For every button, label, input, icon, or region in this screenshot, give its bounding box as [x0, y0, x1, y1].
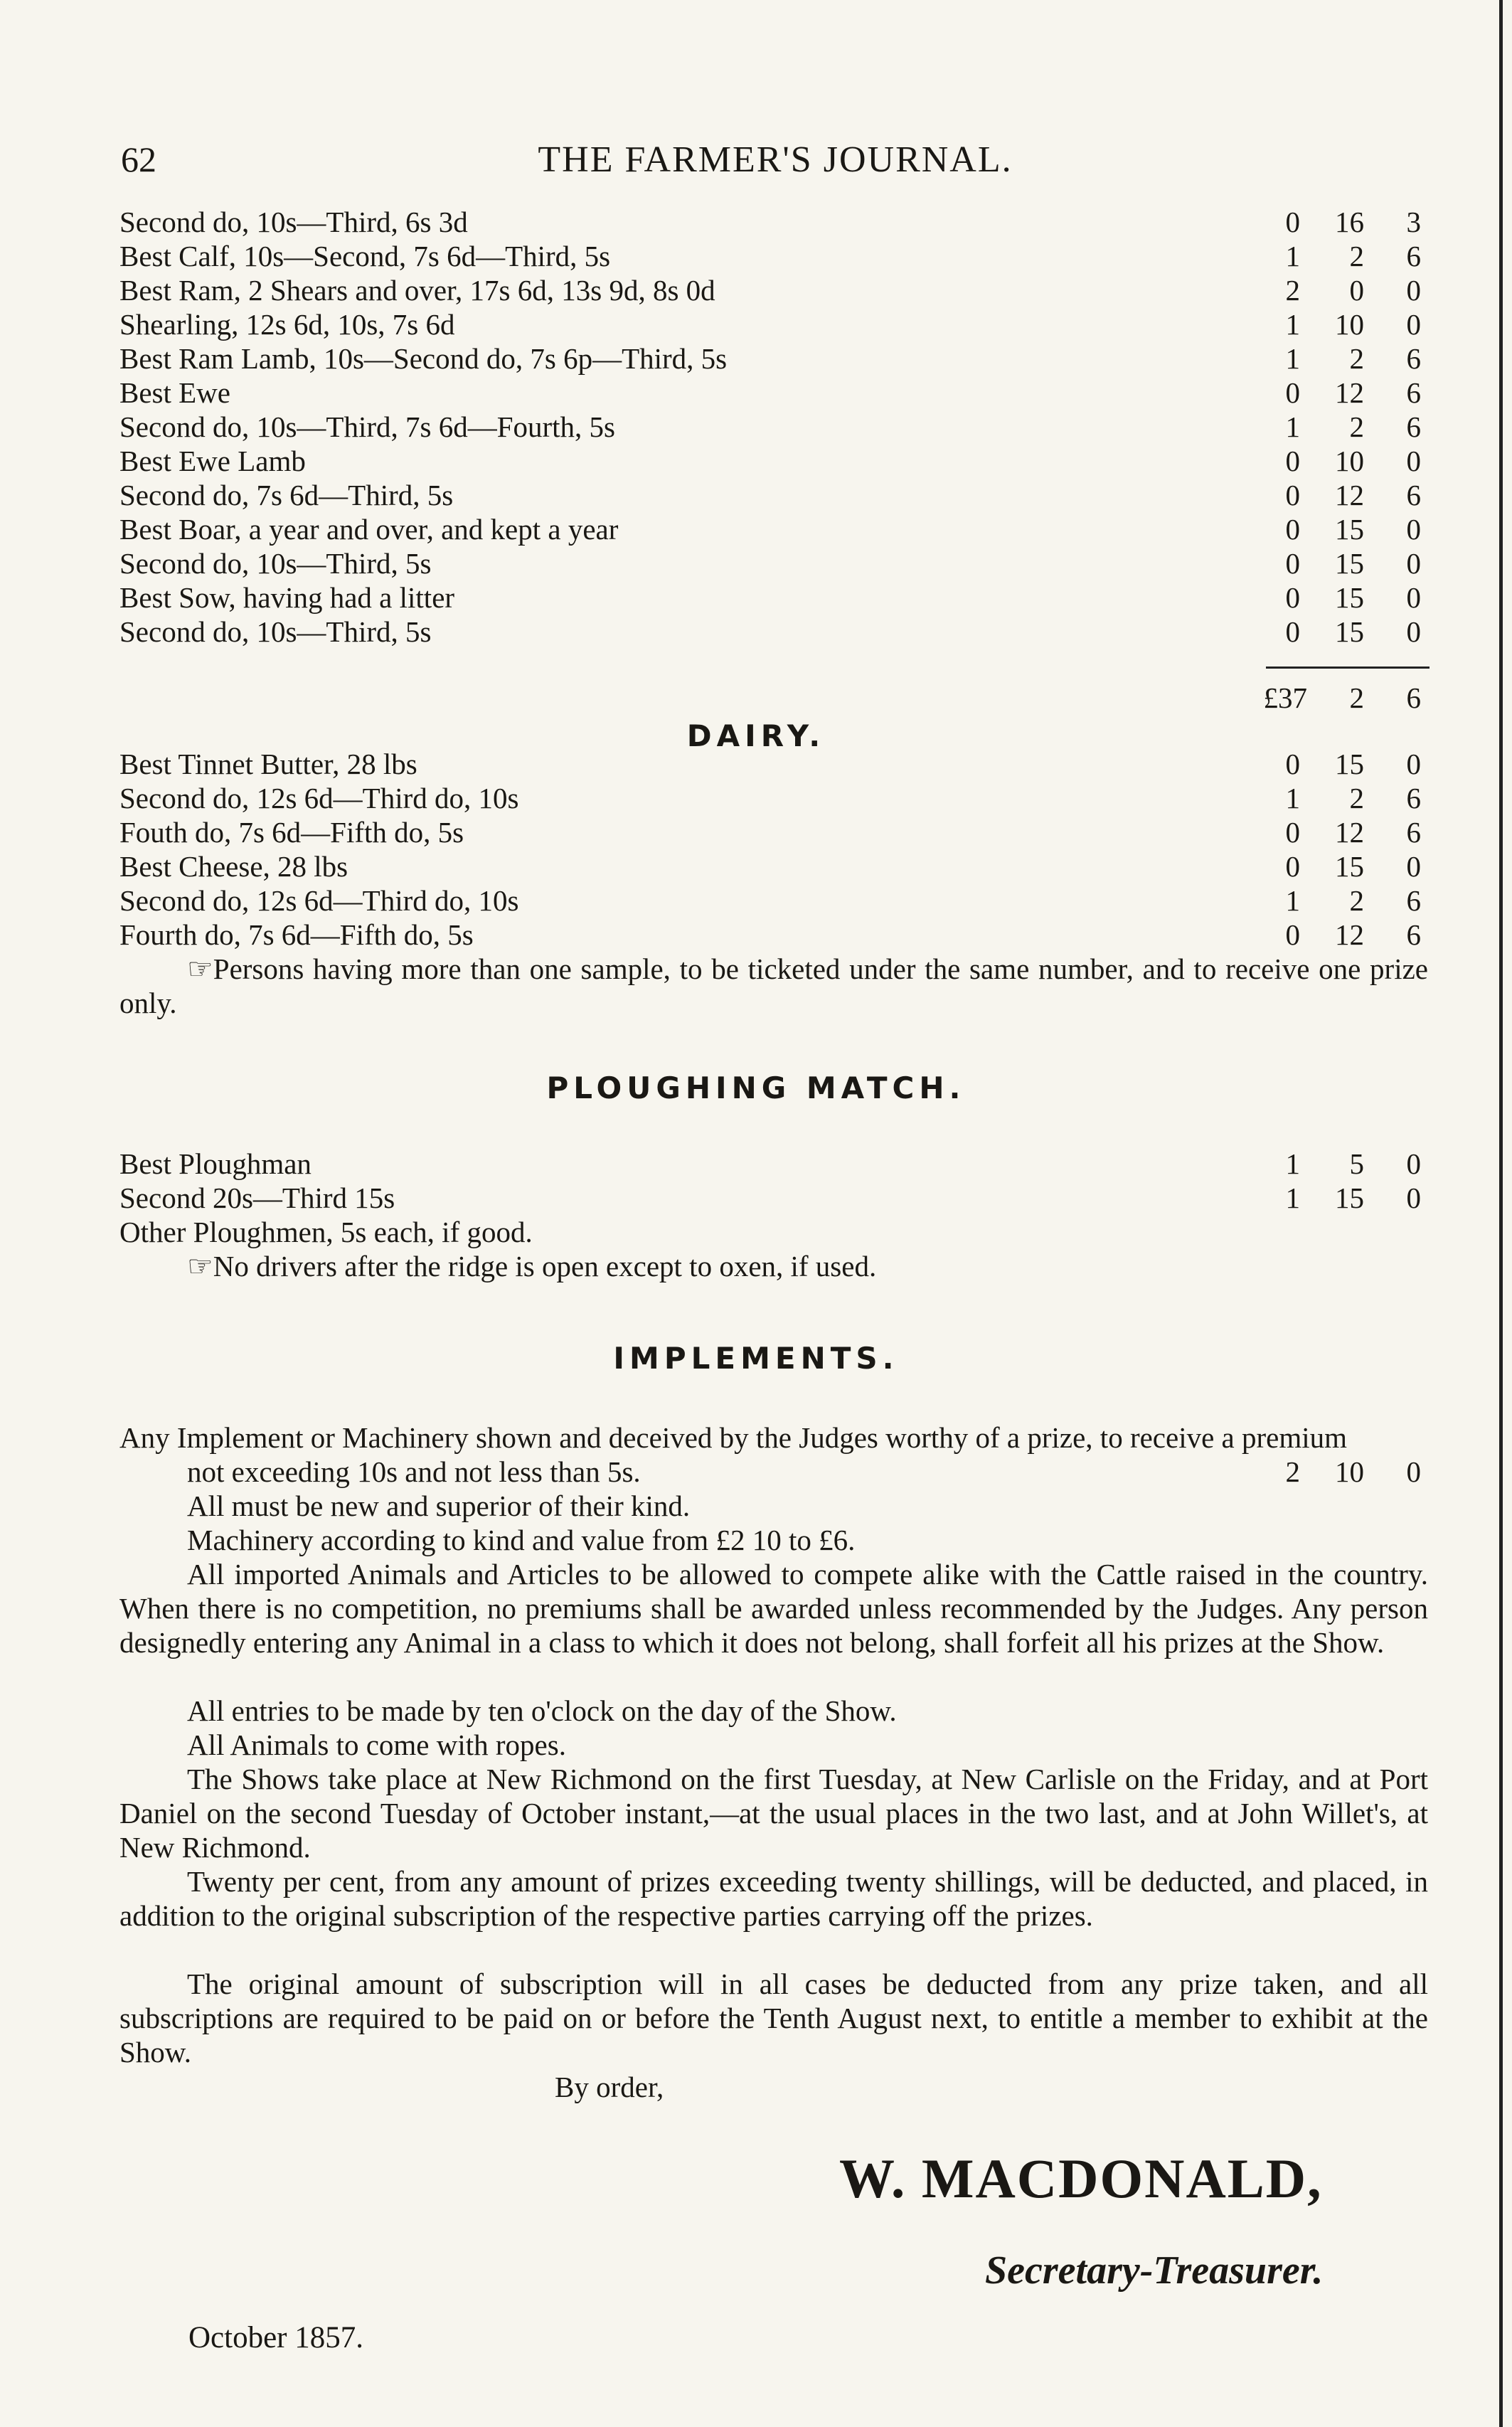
prize-row [119, 815, 1428, 849]
shillings: 15 [1335, 581, 1364, 614]
pence: 6 [1406, 376, 1421, 409]
pounds: 0 [1285, 547, 1300, 580]
pence: 6 [1406, 918, 1421, 951]
pence: 3 [1406, 206, 1421, 238]
prize-row [119, 918, 1428, 952]
pounds: 2 [1285, 274, 1300, 307]
dairy-note-text: Persons having more than one sample, to be ticketed under the same number, and to receive one prize only. [119, 952, 1428, 1019]
dairy-heading: DAIRY. [686, 718, 826, 753]
total-shillings: 2 [1349, 681, 1364, 714]
rules-paragraph: The original amount of subscription will in all cases be deducted from any prize taken, and all subscriptions are required to be paid on or before the Tenth August next, to entitle a member to exhibit at the Show. [119, 1967, 1428, 2068]
shillings: 10 [1335, 445, 1364, 477]
shillings: 0 [1349, 274, 1364, 307]
pence: 0 [1406, 445, 1421, 477]
prize-label: Second 20s—Third 15s [119, 1181, 395, 1214]
pounds: 0 [1285, 445, 1300, 477]
pence: 6 [1406, 342, 1421, 375]
prize-row [119, 615, 1428, 649]
total-pounds: £37 [1263, 681, 1307, 714]
page-header [114, 139, 1437, 188]
shillings: 2 [1349, 342, 1364, 375]
shillings: 15 [1335, 1181, 1364, 1214]
shillings: 2 [1349, 884, 1364, 917]
pounds: 0 [1285, 918, 1300, 951]
rules-paragraph: All Animals to come with ropes. [187, 1728, 566, 1761]
shillings: 2 [1349, 782, 1364, 814]
rules-paragraph: Twenty per cent, from any amount of prizes exceeding twenty shillings, will be deducted, and placed, in addition to the original subscription of the respective parties carrying off the prizes. [119, 1865, 1428, 1932]
prize-row [119, 410, 1428, 444]
prize-row [119, 341, 1428, 376]
prize-label: Fourth do, 7s 6d—Fifth do, 5s [119, 918, 474, 951]
pounds: 1 [1285, 240, 1300, 272]
prize-row [119, 512, 1428, 546]
pounds: 0 [1285, 513, 1300, 546]
prize-label: Fouth do, 7s 6d—Fifth do, 5s [119, 816, 464, 849]
shillings: 15 [1335, 615, 1364, 648]
pounds: 0 [1285, 850, 1300, 883]
prize-label: Second do, 10s—Third, 5s [119, 547, 432, 580]
prize-row [119, 205, 1428, 239]
implement-prize-text: Any Implement or Machinery shown and deceived by the Judges worthy of a prize, to receive a premium not exceeding 10s and not less than 5s. [119, 1421, 1348, 1488]
prize-label: Best Cheese, 28 lbs [119, 850, 348, 883]
total-row [119, 681, 1428, 715]
pence: 0 [1406, 581, 1421, 614]
shillings: 12 [1335, 918, 1364, 951]
prize-row [119, 546, 1428, 580]
prize-row [119, 444, 1428, 478]
prize-label: Second do, 12s 6d—Third do, 10s [119, 884, 519, 917]
shillings: 2 [1349, 240, 1364, 272]
signature-name: W. MACDONALD, [839, 2147, 1323, 2209]
shillings: 10 [1335, 1455, 1364, 1488]
prize-row [119, 747, 1428, 781]
prize-label: Second do, 7s 6d—Third, 5s [119, 479, 454, 511]
prize-row [119, 849, 1428, 883]
shillings: 10 [1335, 308, 1364, 341]
rules-paragraph: All entries to be made by ten o'clock on the day of the Show. [187, 1694, 897, 1727]
pence: 0 [1406, 1147, 1421, 1180]
prize-label: Best Ewe Lamb [119, 445, 306, 477]
prize-label: Second do, 12s 6d—Third do, 10s [119, 782, 519, 814]
prize-row [119, 273, 1428, 307]
pence: 0 [1406, 308, 1421, 341]
prize-label: Best Calf, 10s—Second, 7s 6d—Third, 5s [119, 240, 611, 272]
pence: 0 [1406, 748, 1421, 780]
ploughing-note-text: No drivers after the ridge is open except to oxen, if used. [213, 1250, 877, 1282]
pounds: 2 [1285, 1455, 1300, 1488]
prize-row [119, 307, 1428, 341]
prize-row [119, 883, 1428, 918]
by-order: By order, [555, 2071, 664, 2103]
total-rule [1266, 667, 1430, 669]
rules-paragraph: Machinery according to kind and value from £2 10 to £6. [187, 1524, 856, 1556]
implement-prize-row [119, 1455, 1428, 1489]
pence: 0 [1406, 615, 1421, 648]
prize-row [119, 580, 1428, 615]
other-ploughmen: Other Ploughmen, 5s each, if good. [119, 1216, 533, 1248]
prize-label: Best Ram Lamb, 10s—Second do, 7s 6p—Third, 5s [119, 342, 728, 375]
pointing-hand-icon: ☞ [187, 1249, 213, 1283]
shillings: 12 [1335, 376, 1364, 409]
prize-label: Best Tinnet Butter, 28 lbs [119, 748, 417, 780]
pointing-hand-icon: ☞ [187, 952, 213, 986]
ploughing-heading: PLOUGHING MATCH. [546, 1071, 966, 1105]
page-number: 62 [121, 139, 156, 179]
shillings: 5 [1349, 1147, 1364, 1180]
journal-title: THE FARMER'S JOURNAL. [538, 139, 1013, 180]
pence: 6 [1406, 884, 1421, 917]
prize-label: Best Ploughman [119, 1147, 312, 1180]
shillings: 12 [1335, 816, 1364, 849]
rules-paragraph: All imported Animals and Articles to be allowed to compete alike with the Cattle raised in the country. When there is no competition, no premiums shall be awarded unless recommended by the Judges. Any person designedly entering any Animal in a class to which it does not belong, shall forfeit all his prizes at the Show. [119, 1558, 1428, 1659]
pounds: 1 [1285, 782, 1300, 814]
prize-label: Second do, 10s—Third, 6s 3d [119, 206, 468, 238]
rules-paragraph: All must be new and superior of their kind. [187, 1489, 691, 1522]
pounds: 1 [1285, 342, 1300, 375]
document-date: October 1857. [188, 2321, 363, 2354]
ploughing-note [119, 1249, 1428, 1283]
pounds: 0 [1285, 206, 1300, 238]
pence: 6 [1406, 479, 1421, 511]
pounds: 0 [1285, 816, 1300, 849]
pounds: 1 [1285, 1181, 1300, 1214]
prize-label: Second do, 10s—Third, 5s [119, 615, 432, 648]
shillings: 15 [1335, 547, 1364, 580]
pounds: 1 [1285, 1147, 1300, 1180]
pounds: 1 [1285, 308, 1300, 341]
pence: 0 [1406, 1455, 1421, 1488]
pence: 6 [1406, 816, 1421, 849]
pounds: 1 [1285, 884, 1300, 917]
pence: 6 [1406, 782, 1421, 814]
shillings: 15 [1335, 748, 1364, 780]
total-pence: 6 [1406, 681, 1421, 714]
pounds: 0 [1285, 376, 1300, 409]
prize-label: Shearling, 12s 6d, 10s, 7s 6d [119, 308, 455, 341]
prize-row [119, 478, 1428, 512]
dairy-note [119, 952, 1428, 1020]
pence: 6 [1406, 410, 1421, 443]
prize-label: Best Boar, a year and over, and kept a year [119, 513, 619, 546]
pounds: 0 [1285, 581, 1300, 614]
prize-row [119, 1181, 1428, 1215]
prize-label: Best Ram, 2 Shears and over, 17s 6d, 13s 9d, 8s 0d [119, 274, 715, 307]
pence: 0 [1406, 1181, 1421, 1214]
pence: 0 [1406, 513, 1421, 546]
prize-row [119, 1147, 1428, 1181]
pounds: 0 [1285, 615, 1300, 648]
page-edge-rule [1499, 0, 1503, 2427]
pounds: 0 [1285, 479, 1300, 511]
pence: 0 [1406, 547, 1421, 580]
shillings: 2 [1349, 410, 1364, 443]
shillings: 15 [1335, 513, 1364, 546]
signature-title: Secretary-Treasurer. [985, 2248, 1324, 2293]
shillings: 15 [1335, 850, 1364, 883]
prize-row [119, 781, 1428, 815]
prize-row [119, 376, 1428, 410]
prize-row [119, 239, 1428, 273]
shillings: 16 [1335, 206, 1364, 238]
prize-label: Best Sow, having had a litter [119, 581, 455, 614]
pounds: 0 [1285, 748, 1300, 780]
pence: 0 [1406, 274, 1421, 307]
pence: 0 [1406, 850, 1421, 883]
rules-paragraph: The Shows take place at New Richmond on the first Tuesday, at New Carlisle on the Friday, and at Port Daniel on the second Tuesday of October instant,—at the usual places in the two last, and at John Willet's, at New Richmond. [119, 1763, 1428, 1864]
pence: 6 [1406, 240, 1421, 272]
prize-label: Second do, 10s—Third, 7s 6d—Fourth, 5s [119, 410, 615, 443]
pounds: 1 [1285, 410, 1300, 443]
implements-heading: IMPLEMENTS. [613, 1341, 899, 1376]
shillings: 12 [1335, 479, 1364, 511]
prize-label: Best Ewe [119, 376, 230, 409]
